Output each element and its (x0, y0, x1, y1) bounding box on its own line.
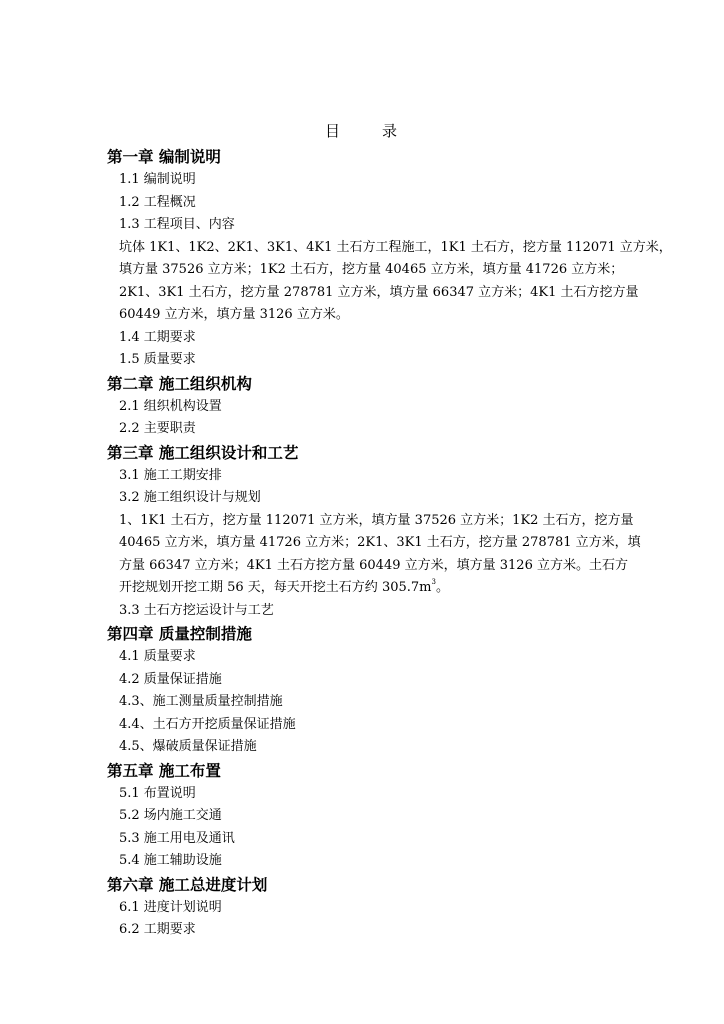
toc-item-5-3: 5.3 施工用电及通讯 (119, 830, 235, 846)
chapter-6-heading: 第六章 施工总进度计划 (107, 875, 268, 894)
toc-item-1-2: 1.2 工程概况 (119, 194, 196, 210)
chapter-2-heading: 第二章 施工组织机构 (107, 374, 252, 393)
para-line: 方量 66347 立方米；4K1 土石方挖方量 60449 立方米，填方量 3126 立方米。土石方 (119, 557, 628, 573)
toc-item-4-3: 4.3、施工测量质量控制措施 (119, 694, 283, 709)
toc-item-5-1: 5.1 布置说明 (119, 785, 196, 801)
toc-item-3-3: 3.3 土石方挖运设计与工艺 (119, 602, 274, 618)
para-line: 2K1、3K1 土石方，挖方量 278781 立方米，填方量 66347 立方米；4K1 土石方挖方量 (119, 284, 639, 300)
title-right: 录 (382, 122, 400, 140)
superscript: 3 (431, 578, 436, 586)
toc-item-4-4: 4.4、土石方开挖质量保证措施 (119, 716, 296, 732)
para-text: 开挖规划开挖工期 56 天，每天开挖土石方约 305.7m (119, 580, 432, 595)
toc-item-5-4: 5.4 施工辅助设施 (119, 853, 222, 868)
toc-item-6-2: 6.2 工期要求 (119, 922, 196, 937)
para-line: 60449 立方米，填方量 3126 立方米。 (119, 307, 349, 322)
para-end: 。 (435, 580, 449, 595)
toc-item-1-3: 1.3 工程项目、内容 (119, 217, 235, 232)
para-line: 1、1K1 土石方，挖方量 112071 立方米，填方量 37526 立方米；1K2 土石方，挖方量 (119, 512, 634, 528)
toc-item-6-1: 6.1 进度计划说明 (119, 899, 222, 915)
toc-item-2-2: 2.2 主要职责 (119, 421, 196, 436)
toc-item-4-1: 4.1 质量要求 (119, 649, 196, 664)
para-line-last (119, 577, 665, 600)
toc-item-1-4: 1.4 工期要求 (119, 329, 196, 345)
toc-item-4-2: 4.2 质量保证措施 (119, 671, 222, 687)
chapter-3-heading: 第三章 施工组织设计和工艺 (107, 443, 299, 462)
chapter-4-heading: 第四章 质量控制措施 (107, 625, 252, 643)
chapter-3-description (107, 510, 665, 600)
title-left: 目 (324, 122, 342, 140)
page-title (0, 120, 724, 141)
toc-item-3-1: 3.1 施工工期安排 (119, 467, 222, 483)
toc-item-1-1: 1.1 编制说明 (119, 172, 196, 187)
chapter-1-heading: 第一章 编制说明 (107, 148, 221, 166)
toc-item-4-5: 4.5、爆破质量保证措施 (119, 739, 257, 754)
para-line: 填方量 37526 立方米；1K2 土石方，挖方量 40465 立方米，填方量 41726 立方米； (119, 262, 624, 277)
chapter-1-description (107, 237, 672, 327)
toc-item-2-1: 2.1 组织机构设置 (119, 398, 222, 414)
toc-item-1-5: 1.5 质量要求 (119, 352, 196, 367)
toc-item-3-2: 3.2 施工组织设计与规划 (119, 490, 261, 505)
toc-item-5-2: 5.2 场内施工交通 (119, 808, 222, 823)
chapter-5-heading: 第五章 施工布置 (107, 761, 221, 780)
para-line: 40465 立方米，填方量 41726 立方米；2K1、3K1 土石方，挖方量 278781 立方米，填 (119, 535, 641, 550)
para-line: 坑体 1K1、1K2、2K1、3K1、4K1 土石方工程施工，1K1 土石方，挖方量 112071 立方米， (119, 239, 672, 255)
table-of-contents (107, 145, 672, 942)
